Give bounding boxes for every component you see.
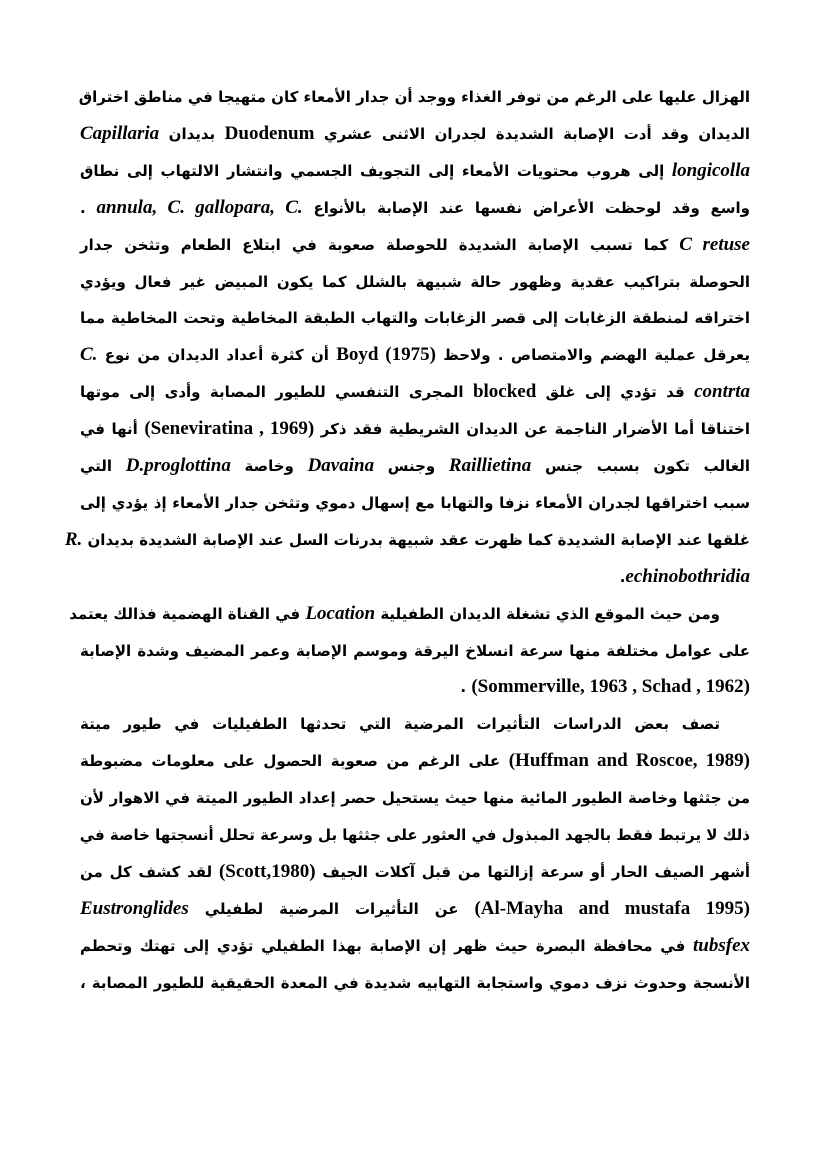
arabic-text: تصف بعض الدراسات التأثيرات المرضية التي تحدثها الطفيليات في طيور ميتة bbox=[80, 715, 720, 734]
arabic-text: أنها في bbox=[80, 420, 145, 439]
text-line bbox=[80, 892, 750, 926]
latin-term: Location bbox=[305, 602, 376, 624]
arabic-text: إلى هروب محتويات الأمعاء إلى التجويف الجسمي وانتشار الالتهاب إلى نطاق bbox=[80, 161, 672, 180]
arabic-text: اختناقا أما الأضرار الناجمة عن الديدان الشريطية فقد ذكر bbox=[314, 420, 750, 439]
latin-term: C. bbox=[80, 344, 98, 366]
arabic-text: في محافظة البصرة حيث ظهر إن الإصابة بهذا الطفيلي تؤدي إلى تهتك وتحطم bbox=[80, 936, 693, 955]
text-line bbox=[80, 265, 750, 299]
arabic-text: الأنسجة وحدوث نزف دموي واستجابة التهابيه شديدة في المعدة الحقيقية للطيور المصابة ، bbox=[80, 973, 750, 992]
arabic-text: المجرى التنفسي للطيور المصابة وأدى إلى موتها bbox=[80, 383, 473, 402]
arabic-text: كما تسبب الإصابة الشديدة للحوصلة صعوبة في ابتلاع الطعام وتثخن جدار bbox=[80, 235, 680, 254]
latin-term: C retuse bbox=[679, 233, 750, 255]
arabic-text: من جثثها وخاصة الطيور المائية منها حيث يستحيل حصر إعداد الطيور الميتة في الاهوار لأن bbox=[80, 789, 750, 808]
latin-term: (Sommerville, 1963 , Schad , 1962) bbox=[471, 676, 750, 698]
text-line bbox=[80, 80, 750, 114]
text-line bbox=[64, 523, 750, 557]
text-line bbox=[80, 449, 750, 483]
arabic-text: يعرقل عملية الهضم والامتصاص . ولاحظ bbox=[435, 346, 750, 365]
text-line bbox=[80, 966, 750, 1000]
arabic-text: الغالب تكون بسبب جنس bbox=[531, 457, 750, 475]
text-line bbox=[80, 486, 750, 520]
arabic-text: ذلك لا يرتبط فقط بالجهد المبذول في العثور على جثثها بل وسرعة تحلل أنسجتها خاصة في bbox=[79, 826, 750, 844]
arabic-text: في القناة الهضمية فذالك يعتمد bbox=[69, 604, 306, 623]
arabic-text: وخاصة bbox=[230, 457, 308, 475]
latin-term: Raillietina bbox=[448, 455, 532, 476]
text-line bbox=[80, 412, 750, 446]
text-line bbox=[69, 597, 750, 631]
text-line bbox=[80, 191, 750, 225]
arabic-text: عن التأثيرات المرضية لطفيلي bbox=[188, 899, 475, 918]
arabic-text: أشهر الصيف الحار أو سرعة إزالتها من قبل آكلات الجيف bbox=[315, 862, 751, 881]
latin-term: D.proglottina bbox=[125, 455, 231, 476]
arabic-text: على عوامل مختلفة منها سرعة انسلاخ اليرقة وموسم الإصابة وعمر المضيف وشدة الإصابة bbox=[80, 641, 750, 660]
text-line bbox=[80, 781, 750, 815]
text-line bbox=[80, 338, 750, 372]
latin-term: R. bbox=[64, 528, 83, 550]
arabic-text: . bbox=[80, 198, 97, 217]
latin-term: longicolla bbox=[671, 159, 750, 181]
text-line bbox=[80, 228, 750, 262]
text-line bbox=[80, 154, 750, 188]
arabic-text: سبب اختراقها لجدران الأمعاء نزفا والتهابا مع إسهال دموي وتثخن جدار الأمعاء إذ يؤدي إلى bbox=[80, 493, 750, 512]
text-line bbox=[80, 560, 750, 594]
arabic-text: اختراقه لمنطقة الزغابات إلى قصر الزغابات والتهاب الطبقة المخاطية وتحت المخاطية مما bbox=[80, 309, 750, 328]
latin-term: tubsfex bbox=[693, 934, 750, 956]
latin-term: (Al-Mayha and mustafa 1995) bbox=[474, 897, 751, 919]
latin-term: Capillaria bbox=[80, 122, 160, 144]
text-line bbox=[80, 634, 750, 668]
latin-term: blocked bbox=[472, 381, 537, 403]
latin-term: Boyd (1975) bbox=[336, 344, 436, 366]
latin-term: Duodenum bbox=[224, 122, 315, 144]
text-line bbox=[80, 707, 750, 741]
latin-term: contrta bbox=[694, 381, 751, 403]
arabic-text: على الرغم من صعوبة الحصول على معلومات مضبوطة bbox=[80, 752, 509, 771]
arabic-text: واسع وقد لوحظت الأعراض نفسها عند الإصابة بالأنواع bbox=[302, 198, 751, 217]
latin-term: (Seneviratina , 1969) bbox=[144, 418, 315, 440]
arabic-text: لقد كشف كل من bbox=[80, 862, 219, 881]
arabic-text: . bbox=[460, 678, 472, 697]
latin-term: (Huffman and Roscoe, 1989) bbox=[508, 750, 750, 772]
arabic-text: ومن حيث الموقع الذي تشغلة الديدان الطفيلية bbox=[375, 604, 720, 623]
arabic-text: الديدان وقد أدت الإصابة الشديدة لجدران الاثنى عشري bbox=[314, 124, 751, 143]
arabic-text: أن كثرة أعداد الديدان من نوع bbox=[97, 346, 337, 365]
text-line bbox=[80, 375, 750, 409]
arabic-text: . bbox=[619, 567, 626, 586]
text-line bbox=[80, 744, 750, 778]
text-line bbox=[80, 301, 750, 335]
arabic-text: الهزال عليها على الرغم من توفر الغذاء ووجد أن جدار الأمعاء كان متهيجا في مناطق اختراق bbox=[78, 88, 750, 106]
text-line bbox=[80, 855, 750, 889]
arabic-text: غلقها عند الإصابة الشديدة كما ظهرت عقد شبيهة بدرنات السل عند الإصابة الشديدة بديدان bbox=[82, 530, 750, 549]
text-line bbox=[80, 929, 750, 963]
latin-term: echinobothridia bbox=[625, 565, 750, 587]
arabic-text: بديدان bbox=[159, 124, 225, 143]
text-line bbox=[80, 818, 750, 852]
text-line bbox=[80, 117, 750, 151]
arabic-text: قد تؤدي إلى غلق bbox=[536, 383, 695, 402]
latin-term: Davaina bbox=[307, 455, 375, 476]
text-line bbox=[80, 670, 750, 704]
arabic-text: وجنس bbox=[374, 457, 449, 475]
arabic-text: الحوصلة بتراكيب عقدية وظهور حالة شبيهة بالشلل كما يكون المبيض غير فعال ويؤدي bbox=[80, 272, 750, 291]
latin-term: (Scott,1980) bbox=[218, 860, 316, 882]
latin-term: annula, C. gallopara, C. bbox=[96, 196, 303, 218]
latin-term: Eustronglides bbox=[80, 897, 189, 919]
arabic-text: التي bbox=[80, 457, 126, 475]
